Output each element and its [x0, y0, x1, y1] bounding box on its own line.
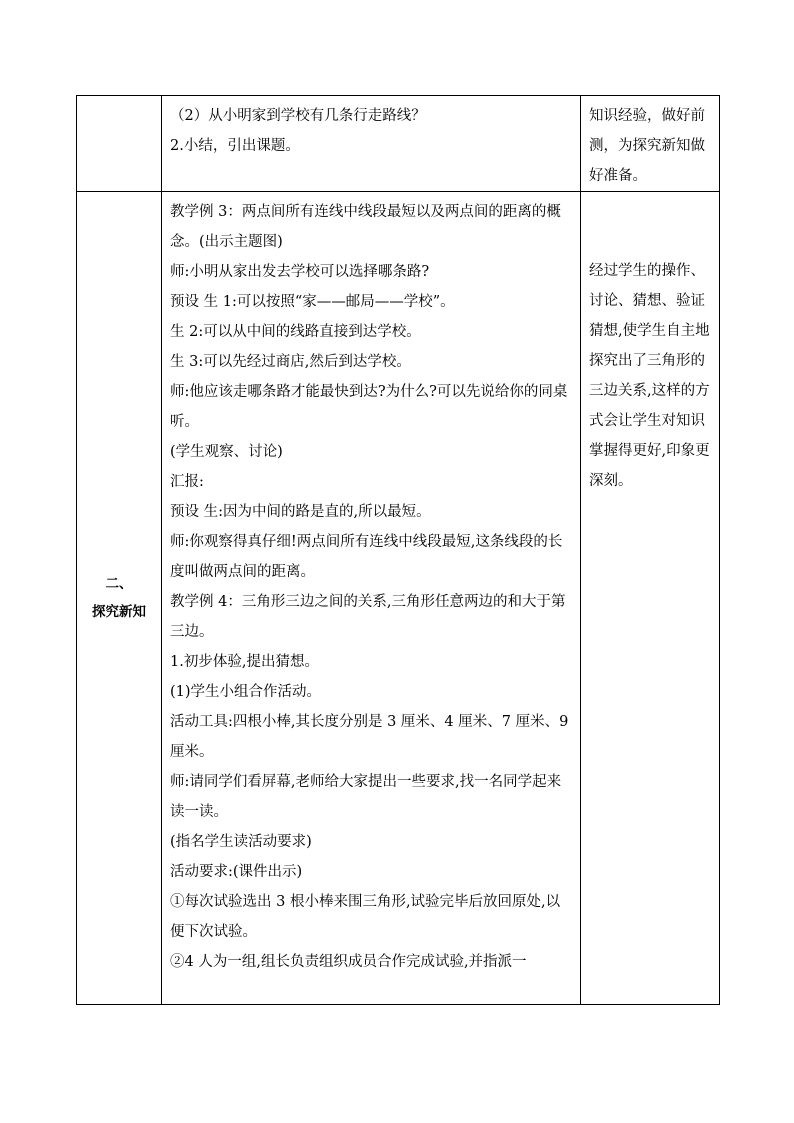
content-cell: [162, 192, 581, 1005]
paragraph: 师:小明从家出发去学校可以选择哪条路?: [170, 264, 430, 280]
paragraph: 活动要求:(课件出示): [170, 864, 303, 880]
design-note: 经过学生的操作、讨论、猜想、验证猜想,使学生自主地探究出了三角形的三边关系,这样的方式会让学生对知识掌握得更好,印象更深刻。: [589, 263, 710, 489]
paragraph: 师:你观察得真仔细!两点间所有连线中线段最短,这条线段的长度叫做两点间的距离。: [170, 534, 563, 580]
lesson-plan-table: [76, 95, 720, 1005]
note-cell: [581, 96, 720, 192]
stage-number: 二、: [105, 576, 133, 592]
paragraph: （2）从小明家到学校有几条行走路线？: [170, 108, 426, 124]
stage-cell-empty: [77, 96, 162, 192]
table-row: [77, 192, 720, 1005]
paragraph: (学生观察、讨论): [170, 444, 283, 460]
paragraph: 教学例 4：三角形三边之间的关系,三角形任意两边的和大于第三边。: [170, 594, 566, 640]
content-cell: [162, 96, 581, 192]
design-note: 知识经验，做好前测，为探究新知做好准备。: [589, 108, 705, 184]
paragraph: 生 2:可以从中间的线路直接到达学校。: [170, 324, 421, 340]
table-row: [77, 96, 720, 192]
stage-title: 探究新知: [92, 604, 146, 620]
paragraph: (1)学生小组合作活动。: [170, 684, 322, 700]
paragraph: (指名学生读活动要求): [170, 834, 312, 850]
paragraph: 活动工具:四根小棒,其长度分别是 3 厘米、4 厘米、7 厘米、9 厘米。: [170, 714, 569, 760]
stage-cell: [77, 192, 162, 1005]
paragraph: 预设 生 1:可以按照“家——邮局——学校”。: [170, 294, 455, 310]
paragraph: 生 3:可以先经过商店,然后到达学校。: [170, 354, 411, 370]
paragraph: 师:他应该走哪条路才能最快到达?为什么?可以先说给你的同桌听。: [170, 384, 568, 430]
note-cell: [581, 192, 720, 1005]
paragraph: ②4 人为一组,组长负责组织成员合作完成试验,并指派一: [170, 954, 527, 970]
paragraph: 2.小结，引出课题。: [170, 138, 300, 154]
paragraph: 预设 生:因为中间的路是直的,所以最短。: [170, 504, 431, 520]
paragraph: ①每次试验选出 3 根小棒来围三角形,试验完毕后放回原处,以便下次试验。: [170, 894, 561, 940]
paragraph: 师:请同学们看屏幕,老师给大家提出一些要求,找一名同学起来读一读。: [170, 774, 562, 820]
paragraph: 教学例 3：两点间所有连线中线段最短以及两点间的距离的概念。(出示主题图): [170, 204, 561, 250]
paragraph: 1.初步体验,提出猜想。: [170, 654, 319, 670]
paragraph: 汇报:: [170, 474, 204, 490]
